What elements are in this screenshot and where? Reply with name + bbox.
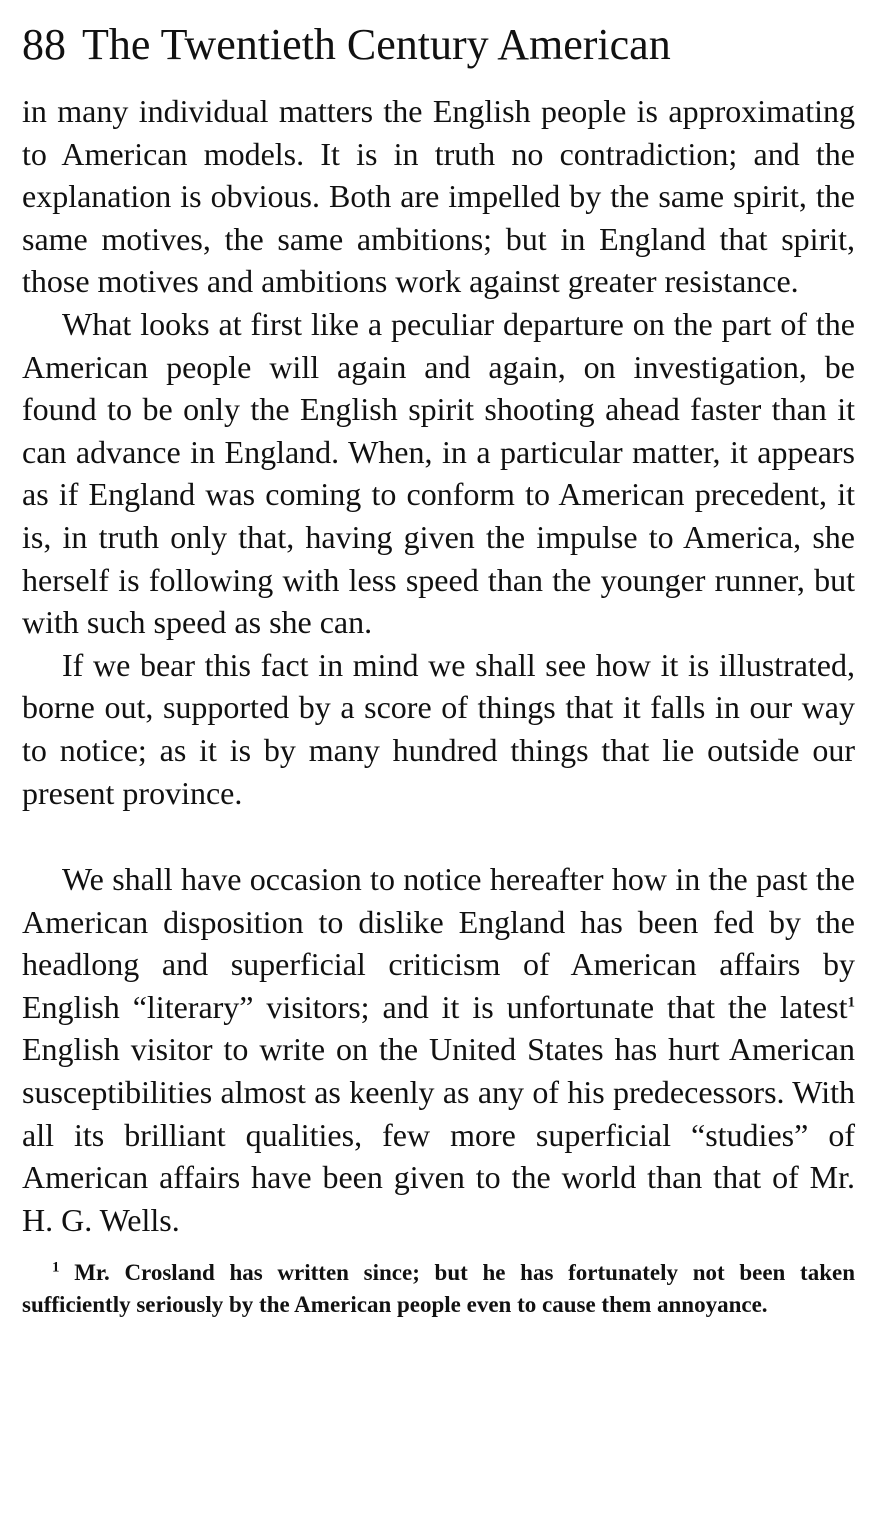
footnote-reference: 1	[847, 994, 855, 1011]
running-head	[22, 16, 855, 74]
paragraph-bear-in-mind: If we bear this fact in mind we shall see how it is illustrated, borne out, supported by a score of things that it falls in our way to notice; as it is by many hundred things that lie outside our present province.	[22, 646, 855, 811]
paragraph-english-spirit: What looks at first like a peculiar departure on the part of the American people will again and again, on investigation, be found to be only the English spirit shooting ahead faster than it can advance in England. When, in a particular matter, it appears as if England was coming to conform to American precedent, it is, in truth only that, having given the impulse to America, she herself is following with less speed than the younger runner, but with such speed as she can.	[22, 305, 855, 641]
footnote-mark: 1	[52, 1259, 60, 1276]
footnote-text: Mr. Crosland has written since; but he has fortunately not been taken sufficiently seriously by the American people even to cause them annoyance.	[22, 1260, 855, 1318]
paragraph-text-after-footnote: English visitor to write on the United States has hurt American susceptibilities almost as keenly as any of his predecessors. With all its brilliant qualities, few more superficial “studies” of American affairs have been given to the world than that of Mr. H. G. Wells.	[22, 1031, 855, 1238]
paragraph-continuation: in many individual matters the English people is approximating to American models. It is in truth no contradiction; and the explanation is obvious. Both are impelled by the same spirit, the same motives, the same ambitions; but in England that spirit, those motives and ambitions work against greater resistance.	[22, 93, 855, 300]
paragraph-text-before-footnote: We shall have occasion to notice hereafter how in the past the American disposition to dislike England has been fed by the headlong and superficial criticism of American affairs by English “literary” visitors; and it is unfortunate that the latest	[22, 861, 855, 1025]
paragraph-literary-visitors	[22, 858, 855, 1241]
running-title: The Twentieth Century American	[82, 20, 671, 69]
page-number: 88	[22, 20, 66, 69]
footnote	[22, 1257, 855, 1321]
